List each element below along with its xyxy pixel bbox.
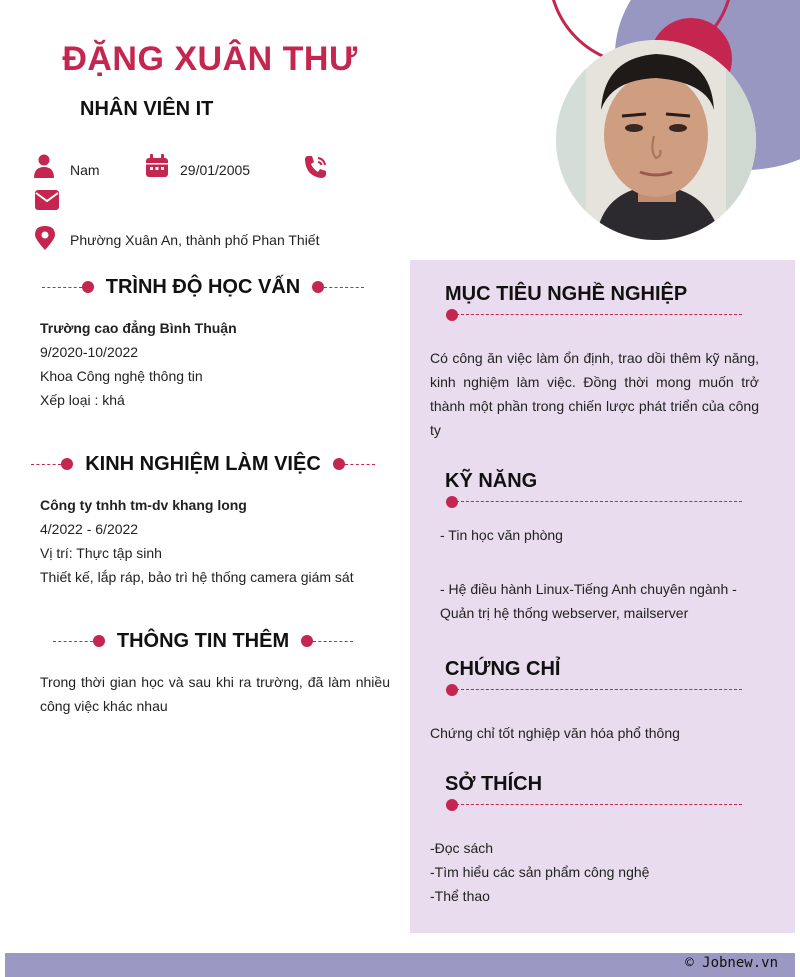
hobby-item: -Thể thao (430, 888, 490, 904)
job-position: NHÂN VIÊN IT (80, 98, 214, 120)
hobby-item: -Đọc sách (430, 840, 494, 856)
certificates-title: CHỨNG CHỈ (445, 658, 561, 680)
education-title: TRÌNH ĐỘ HỌC VẤN (105, 275, 301, 298)
heading-dot (82, 281, 94, 293)
objective-title: MỤC TIÊU NGHỀ NGHIỆP (445, 283, 688, 305)
company-name: Công ty tnhh tm-dv khang long (40, 497, 247, 513)
additional-text: Trong thời gian học và sau khi ra trường, đã làm nhiều công việc khác nhau (40, 674, 390, 714)
address-value: Phường Xuân An, thành phố Phan Thiết (70, 232, 320, 248)
experience-role: Vị trí: Thực tập sinh (40, 545, 162, 561)
candidate-name: ĐẶNG XUÂN THƯ (62, 40, 358, 78)
hobby-item: -Tìm hiểu các sản phẩm công nghệ (430, 864, 650, 880)
experience-heading (20, 449, 386, 479)
experience-description: Thiết kế, lắp ráp, bảo trì hệ thống camera giám sát (40, 569, 354, 585)
heading-dot (61, 458, 73, 470)
hobbies-title: SỞ THÍCH (445, 773, 543, 795)
footer-watermark[interactable]: © Jobnew.vn (685, 955, 778, 971)
objective-divider (446, 309, 742, 321)
gender-value: Nam (70, 162, 100, 178)
school-name: Trường cao đẳng Bình Thuận (40, 320, 237, 336)
heading-dot (93, 635, 105, 647)
phone-icon (303, 154, 329, 185)
heading-dot (312, 281, 324, 293)
footer-bar (5, 953, 795, 977)
additional-heading (20, 626, 386, 656)
education-faculty: Khoa Công nghệ thông tin (40, 368, 203, 384)
birthday-value: 29/01/2005 (180, 162, 251, 178)
education-heading (20, 272, 386, 302)
skills-title: KỸ NĂNG (445, 470, 538, 492)
heading-dot (333, 458, 345, 470)
additional-title: THÔNG TIN THÊM (116, 629, 290, 652)
map-pin-icon (35, 226, 55, 255)
experience-title: KINH NGHIỆM LÀM VIỆC (85, 452, 321, 475)
skill-item: - Tin học văn phòng (440, 527, 563, 543)
profile-photo (556, 40, 756, 240)
hobbies-divider (446, 799, 742, 811)
education-rank: Xếp loại : khá (40, 392, 125, 408)
certificates-divider (446, 684, 742, 696)
objective-text: Có công ăn việc làm ổn định, trao dồi thêm kỹ năng, kinh nghiệm làm việc. Đồng thời mong muốn trở thành một phần trong chiến lược phát triển của công ty (430, 350, 759, 438)
education-period: 9/2020-10/2022 (40, 344, 139, 360)
user-icon (34, 154, 54, 183)
skills-divider (446, 496, 742, 508)
experience-period: 4/2022 - 6/2022 (40, 521, 139, 537)
certificate-item: Chứng chỉ tốt nghiệp văn hóa phổ thông (430, 725, 680, 741)
heading-dot (301, 635, 313, 647)
skill-item: - Hệ điều hành Linux-Tiếng Anh chuyên ngành - Quản trị hệ thống webserver, mailserver (440, 581, 737, 621)
calendar-icon (145, 154, 169, 183)
avatar-portrait (556, 40, 756, 240)
envelope-icon (35, 190, 59, 215)
